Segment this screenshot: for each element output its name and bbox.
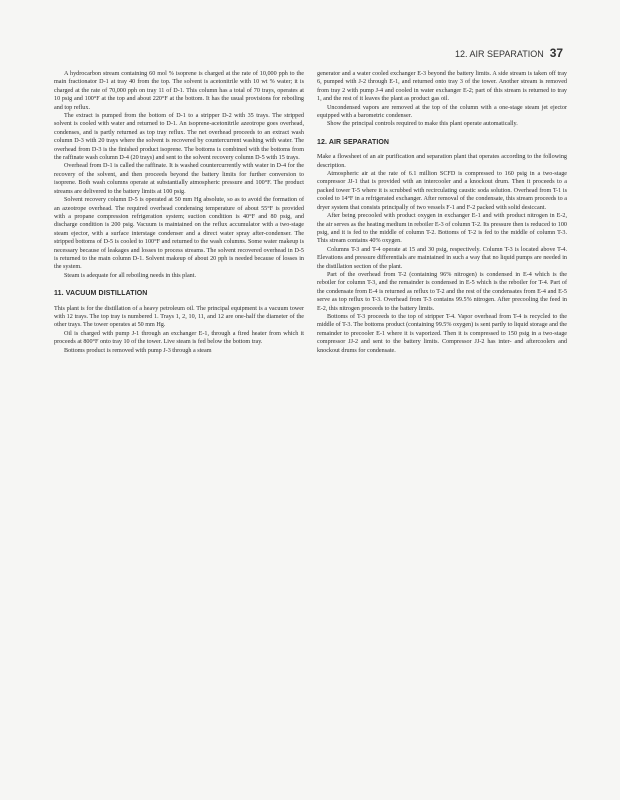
paragraph: Oil is charged with pump J-1 through an exchanger E-1, through a fired heater from which it proceeds at 800°F onto tray 10 of the tower. Live steam is fed below the bottom tray.	[54, 330, 304, 346]
paragraph: Bottoms of T-3 proceeds to the top of stripper T-4. Vapor overhead from T-4 is recycled to the middle of T-3. The bottoms product (containing 99.5% oxygen) is sent partly to liquid storage and the remainder to precooler E-1 where it is vaporized. Then it is compressed to 150 psig in a two-stage compressor JJ-2 and sent to the battery limits. Compressor JJ-2 has inter- and aftercoolers and knockout drums for condensate.	[317, 313, 567, 354]
chapter-title: 12. AIR SEPARATION	[455, 49, 544, 59]
paragraph: Steam is adequate for all reboiling needs in this plant.	[64, 272, 196, 279]
paragraph: generator and a water cooled exchanger E-3 beyond the battery limits. A side stream is taken off tray 6, pumped with J-2 through E-1, and returned onto tray 3 of the tower. Another stream is removed from tray 2 with pump J-4 and cooled in water exchanger E-2; part of this stream is returned to tray 1, and the rest of it leaves the plant as product gas oil.	[317, 71, 567, 103]
paragraph: A hydrocarbon stream containing 60 mol % isoprene is charged at the rate of 10,000 pph to the main fractionator D-1 at tray 40 from the top. The solvent is acetonitrile with 10 wt % water; it is charged at the rate of 70,000 pph on tray 11 of D-1. This column has a total of 70 trays, operates at 10 psig and 100°F at the top and about 220°F at the bottom. It has the usual provisions for reboiling and top reflux.	[54, 71, 304, 111]
paragraph: After being precooled with product oxygen in exchanger E-1 and with product nitrogen in E-2, the air serves as the heating medium in reboiler E-3 of column T-2. Its pressure then is reduced to 100 psig, and it is fed to the middle of column T-2. Bottoms of T-2 is fed to the middle of column T-3. This stream contains 40% oxygen.	[317, 213, 567, 245]
section-heading-vacuum-distillation: 11. VACUUM DISTILLATION	[54, 290, 148, 298]
left-column	[54, 70, 304, 355]
paragraph: Atmospheric air at the rate of 6.1 million SCFD is compressed to 160 psig in a two-stage compressor JJ-1 that is provided with an intercooler and a knockout drum. Then it proceeds to a packed tower T-5 where it is scrubbed with recirculating caustic soda solution. Overhead from T-1 is cooled to 14°F in a refrigerated exchanger. After removal of the condensate, this stream proceeds to a dryer system that consists principally of two vessels F-1 and F-2 packed with solid desiccant.	[317, 171, 567, 211]
right-column	[317, 70, 567, 355]
paragraph: Part of the overhead from T-2 (containing 96% nitrogen) is condensed in E-4 which is the reboiler for column T-3, and the remainder is condensed in E-5 which is the reboiler for T-4. Part of the condensate from E-4 is returned as reflux to T-2 and the rest of the condensates from E-4 and E-5 serve as top reflux to T-3. Overhead from T-3 contains 99.5% nitrogen. After precooling the feed in E-2, this nitrogen proceeds to the battery limits.	[317, 271, 567, 312]
paragraph: Make a flowsheet of an air purification and separation plant that operates according to the following description.	[317, 154, 567, 169]
paragraph: Solvent recovery column D-5 is operated at 50 mm Hg absolute, so as to avoid the formation of an azeotrope overhead. The required overhead condensing temperature of about 55°F is provided with a propane compression refrigeration system; suction condition is 40°F and 80 psig, and discharge condition is 200 psig. Vacuum is maintained on the reflux accumulator with a two-stage steam ejector, with a surface interstage condenser and a direct water spray after-condenser. The stripped bottoms of D-5 is cooled to 100°F and returned to the wash columns. Some water makeup is necessary because of leakages and losses to process streams. The solvent recovered overhead in D-5 is returned to the main column D-1. Solvent makeup of about 20 pph is needed because of losses in the system.	[54, 197, 304, 271]
page-number: 37	[549, 46, 564, 60]
paragraph: Overhead from D-1 is called the raffinate. It is washed countercurrently with water in D-4 for the recovery of the solvent, and then proceeds beyond the battery limits for further conversion to isoprene. Both wash columns operate at substantially atmospheric pressure and 100°F. The product streams are delivered to the battery limits at 100 psig.	[54, 163, 304, 195]
paragraph: Columns T-3 and T-4 operate at 15 and 30 psig, respectively. Column T-3 is located above T-4. Elevations and pressure differentials are maintained in such a way that no liquid pumps are needed in the distillation section of the plant.	[317, 246, 567, 270]
section-heading-air-separation: 12. AIR SEPARATION	[317, 138, 390, 146]
paragraph: Uncondensed vapors are removed at the top of the column with a one-stage steam jet ejector equipped with a barometric condenser.	[317, 104, 567, 120]
paragraph: Show the principal controls required to make this plant operate automatically.	[327, 121, 518, 128]
paragraph: The extract is pumped from the bottom of D-1 to a stripper D-2 with 35 trays. The stripped solvent is cooled with water and returned to D-1. An isoprene-acetonitrile azeotrope goes overhead, condenses, and is partly returned as top tray reflux. The net overhead proceeds to an extract wash column D-3 with 20 trays where the solvent is recovered by countercurrent washing with water. The overhead from D-3 is the finished product isoprene. The bottoms is combined with the bottoms from the raffinate wash column D-4 (20 trays) and sent to the solvent recovery column D-5 with 15 trays.	[54, 113, 304, 162]
running-header	[455, 46, 570, 60]
paragraph: Bottoms product is removed with pump J-3 through a steam	[64, 347, 212, 354]
paragraph: This plant is for the distillation of a heavy petroleum oil. The principal equipment is a vacuum tower with 12 trays. The top tray is numbered 1. Trays 1, 2, 10, 11, and 12 are one-half the diameter of the other trays. The tower operates at 50 mm Hg.	[54, 305, 304, 329]
